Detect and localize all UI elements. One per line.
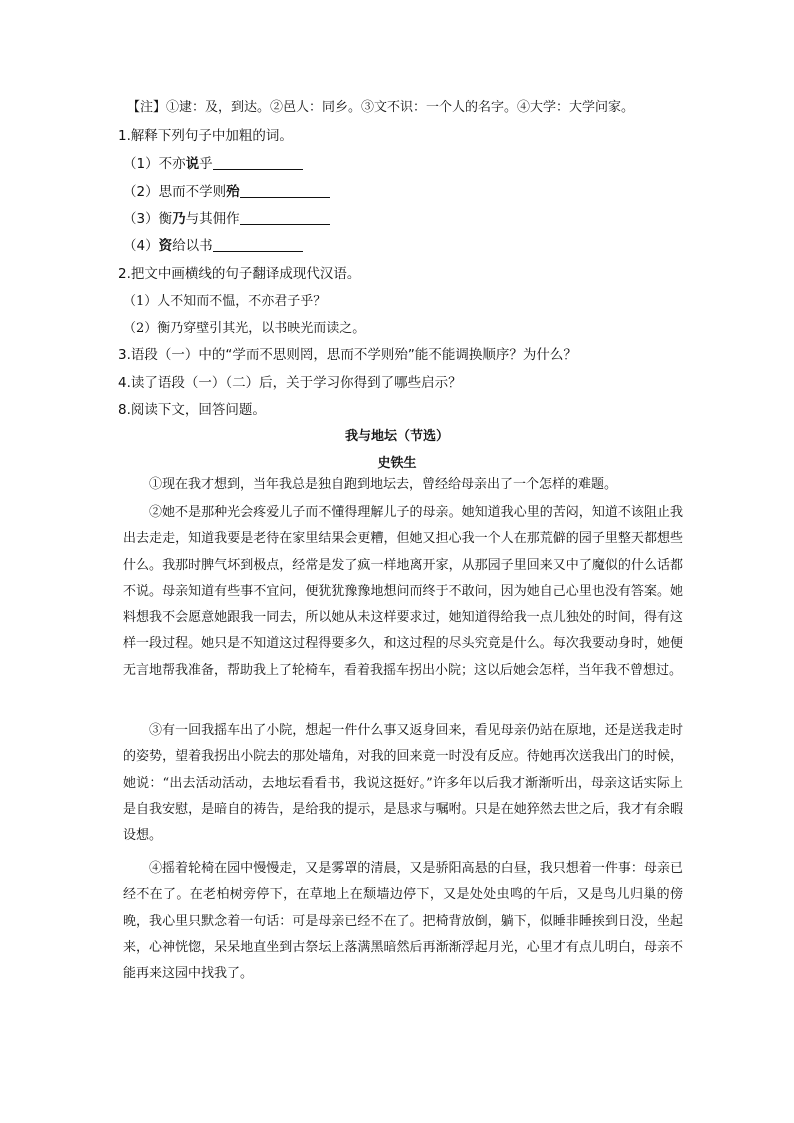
- question-1-title: 1.解释下列句子中加粗的词。: [118, 128, 293, 144]
- item-text: （4）: [123, 238, 159, 254]
- answer-blank[interactable]: [240, 183, 330, 198]
- article-paragraph-1: ①现在我才想到，当年我总是独自跑到地坛去，曾经给母亲出了一个怎样的难题。: [149, 477, 618, 492]
- item-text: （2）思而不学则: [123, 184, 227, 200]
- item-text: （3）衡: [123, 211, 173, 227]
- article-title: 我与地坛（节选）: [344, 429, 449, 444]
- question-2-title: 2.把文中画横线的句子翻译成现代汉语。: [118, 266, 361, 282]
- question-4: 4.读了语段（一）（二）后，关于学习你得到了哪些启示？: [118, 375, 462, 391]
- article-paragraph-2: ②她不是那种光会疼爱儿子而不懂得理解儿子的母亲。她知道我心里的苦闷，知道不该阻止我出去走走，知道我要是老待在家里结果会更糟，但她又担心我一个人在那荒僻的园子里整天都想些什么。我那时脾气坏到极点，经常是发了疯一样地离开家，从那园子里回来又中了魔似的什么话都不说。母亲知道有些事不宜问，便犹犹豫豫地想问而终于不敢问，因为她自己心里也没有答案。她料想我不会愿意她跟我一同去，所以她从未这样要求过，她知道得给我一点儿独处的时间，得有这样一段过程。她只是不知道这过程得要多久，和这过程的尽头究竟是什么。每次我要动身时，她便无言地帮我准备，帮助我上了轮椅车，看着我摇车拐出小院；这以后她会怎样，当年我不曾想过。: [123, 505, 683, 678]
- bold-word: 说: [185, 156, 200, 172]
- answer-blank[interactable]: [240, 210, 330, 225]
- article-author: 史铁生: [377, 456, 417, 471]
- question-1-item-3: [123, 207, 330, 227]
- answer-blank[interactable]: [213, 155, 303, 170]
- bold-word: 乃: [172, 211, 186, 227]
- question-3: 3.语段（一）中的“学而不思则罔，思而不学则殆”能不能调换顺序？为什么？: [118, 347, 577, 363]
- article-paragraph-3: ③有一回我摇车出了小院，想起一件什么事又返身回来，看见母亲仍站在原地，还是送我走时的姿势，望着我拐出小院去的那处墙角，对我的回来竟一时没有反应。待她再次送我出门的时候，她说：“出去活动活动，去地坛看看书，我说这挺好。”许多年以后我才渐渐听出，母亲这话实际上是自我安慰，是暗自的祷告，是给我的提示，是恳求与嘱咐。只是在她猝然去世之后，我才有余暇设想。: [123, 723, 683, 844]
- item-text: 给以书: [172, 238, 213, 254]
- question-1-item-1: [123, 152, 303, 172]
- question-1-item-4: [123, 234, 303, 254]
- question-2-item-2: （2）衡乃穿壁引其光，以书映光而读之。: [123, 321, 366, 336]
- item-text: 与其佣作: [185, 211, 240, 227]
- bold-word: 资: [158, 238, 173, 254]
- answer-blank[interactable]: [213, 237, 303, 252]
- annotation-note: 【注】①逮：及，到达。②邑人：同乡。③文不识：一个人的名字。④大学：大学问家。: [127, 100, 635, 115]
- item-text: 乎: [199, 156, 213, 172]
- bold-word: 殆: [226, 184, 240, 200]
- article-paragraph-4: ④摇着轮椅在园中慢慢走，又是雾罩的清晨，又是骄阳高悬的白昼，我只想着一件事：母亲已经不在了。在老柏树旁停下，在草地上在颓墙边停下，又是处处虫鸣的午后，又是鸟儿归巢的傍晚，我心里只默念着一句话：可是母亲已经不在了。把椅背放倒，躺下，似睡非睡挨到日没，坐起来，心神恍惚，呆呆地直坐到古祭坛上落满黑暗然后再渐渐浮起月光，心里才有点儿明白，母亲不能再来这园中找我了。: [123, 861, 683, 982]
- question-1-item-2: [123, 180, 330, 200]
- question-2-item-1: （1）人不知而不愠，不亦君子乎？: [123, 294, 327, 309]
- item-text: （1）不亦: [123, 156, 186, 172]
- question-8: 8.阅读下文，回答问题。: [118, 402, 266, 418]
